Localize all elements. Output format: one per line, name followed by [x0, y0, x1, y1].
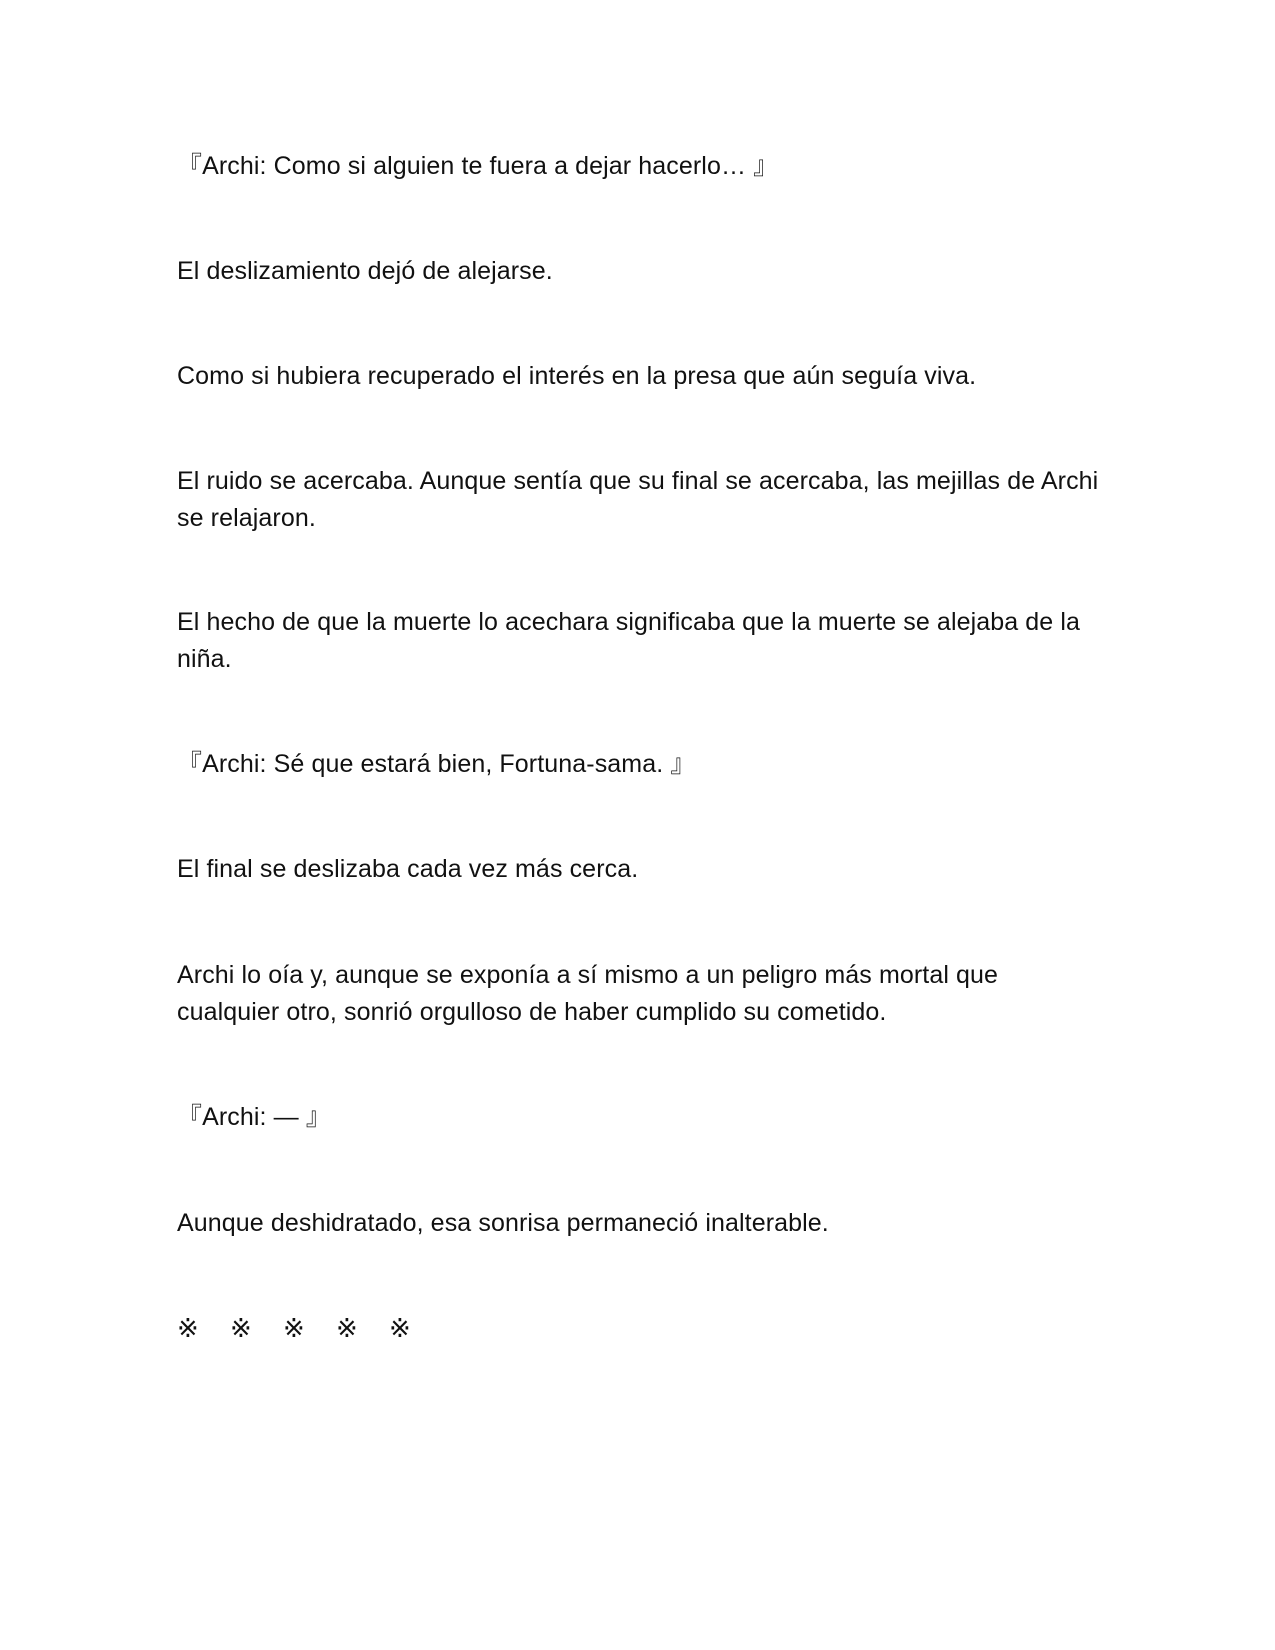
dialogue-line: 『Archi: Sé que estará bien, Fortuna-sama. 』: [177, 750, 696, 778]
paragraph: El ruido se acercaba. Aunque sentía que su final se acercaba, las mejillas de Archi se relajaron.: [177, 467, 1099, 532]
paragraph: Como si hubiera recuperado el interés en la presa que aún seguía viva.: [177, 362, 977, 390]
paragraph: El final se deslizaba cada vez más cerca.: [177, 855, 639, 883]
dialogue-line: 『Archi: — 』: [177, 1103, 331, 1131]
paragraph: El hecho de que la muerte lo acechara significaba que la muerte se alejaba de la niña.: [177, 608, 1081, 673]
paragraph: El deslizamiento dejó de alejarse.: [177, 257, 553, 285]
dialogue-line: 『Archi: Como si alguien te fuera a dejar hacerlo… 』: [177, 152, 779, 180]
scene-separator: ※ ※ ※ ※ ※: [177, 1313, 413, 1343]
paragraph: Archi lo oía y, aunque se exponía a sí mismo a un peligro más mortal que cualquier otro, sonrió orgulloso de haber cumplido su cometido.: [177, 961, 999, 1026]
paragraph: Aunque deshidratado, esa sonrisa permaneció inalterable.: [177, 1209, 829, 1237]
